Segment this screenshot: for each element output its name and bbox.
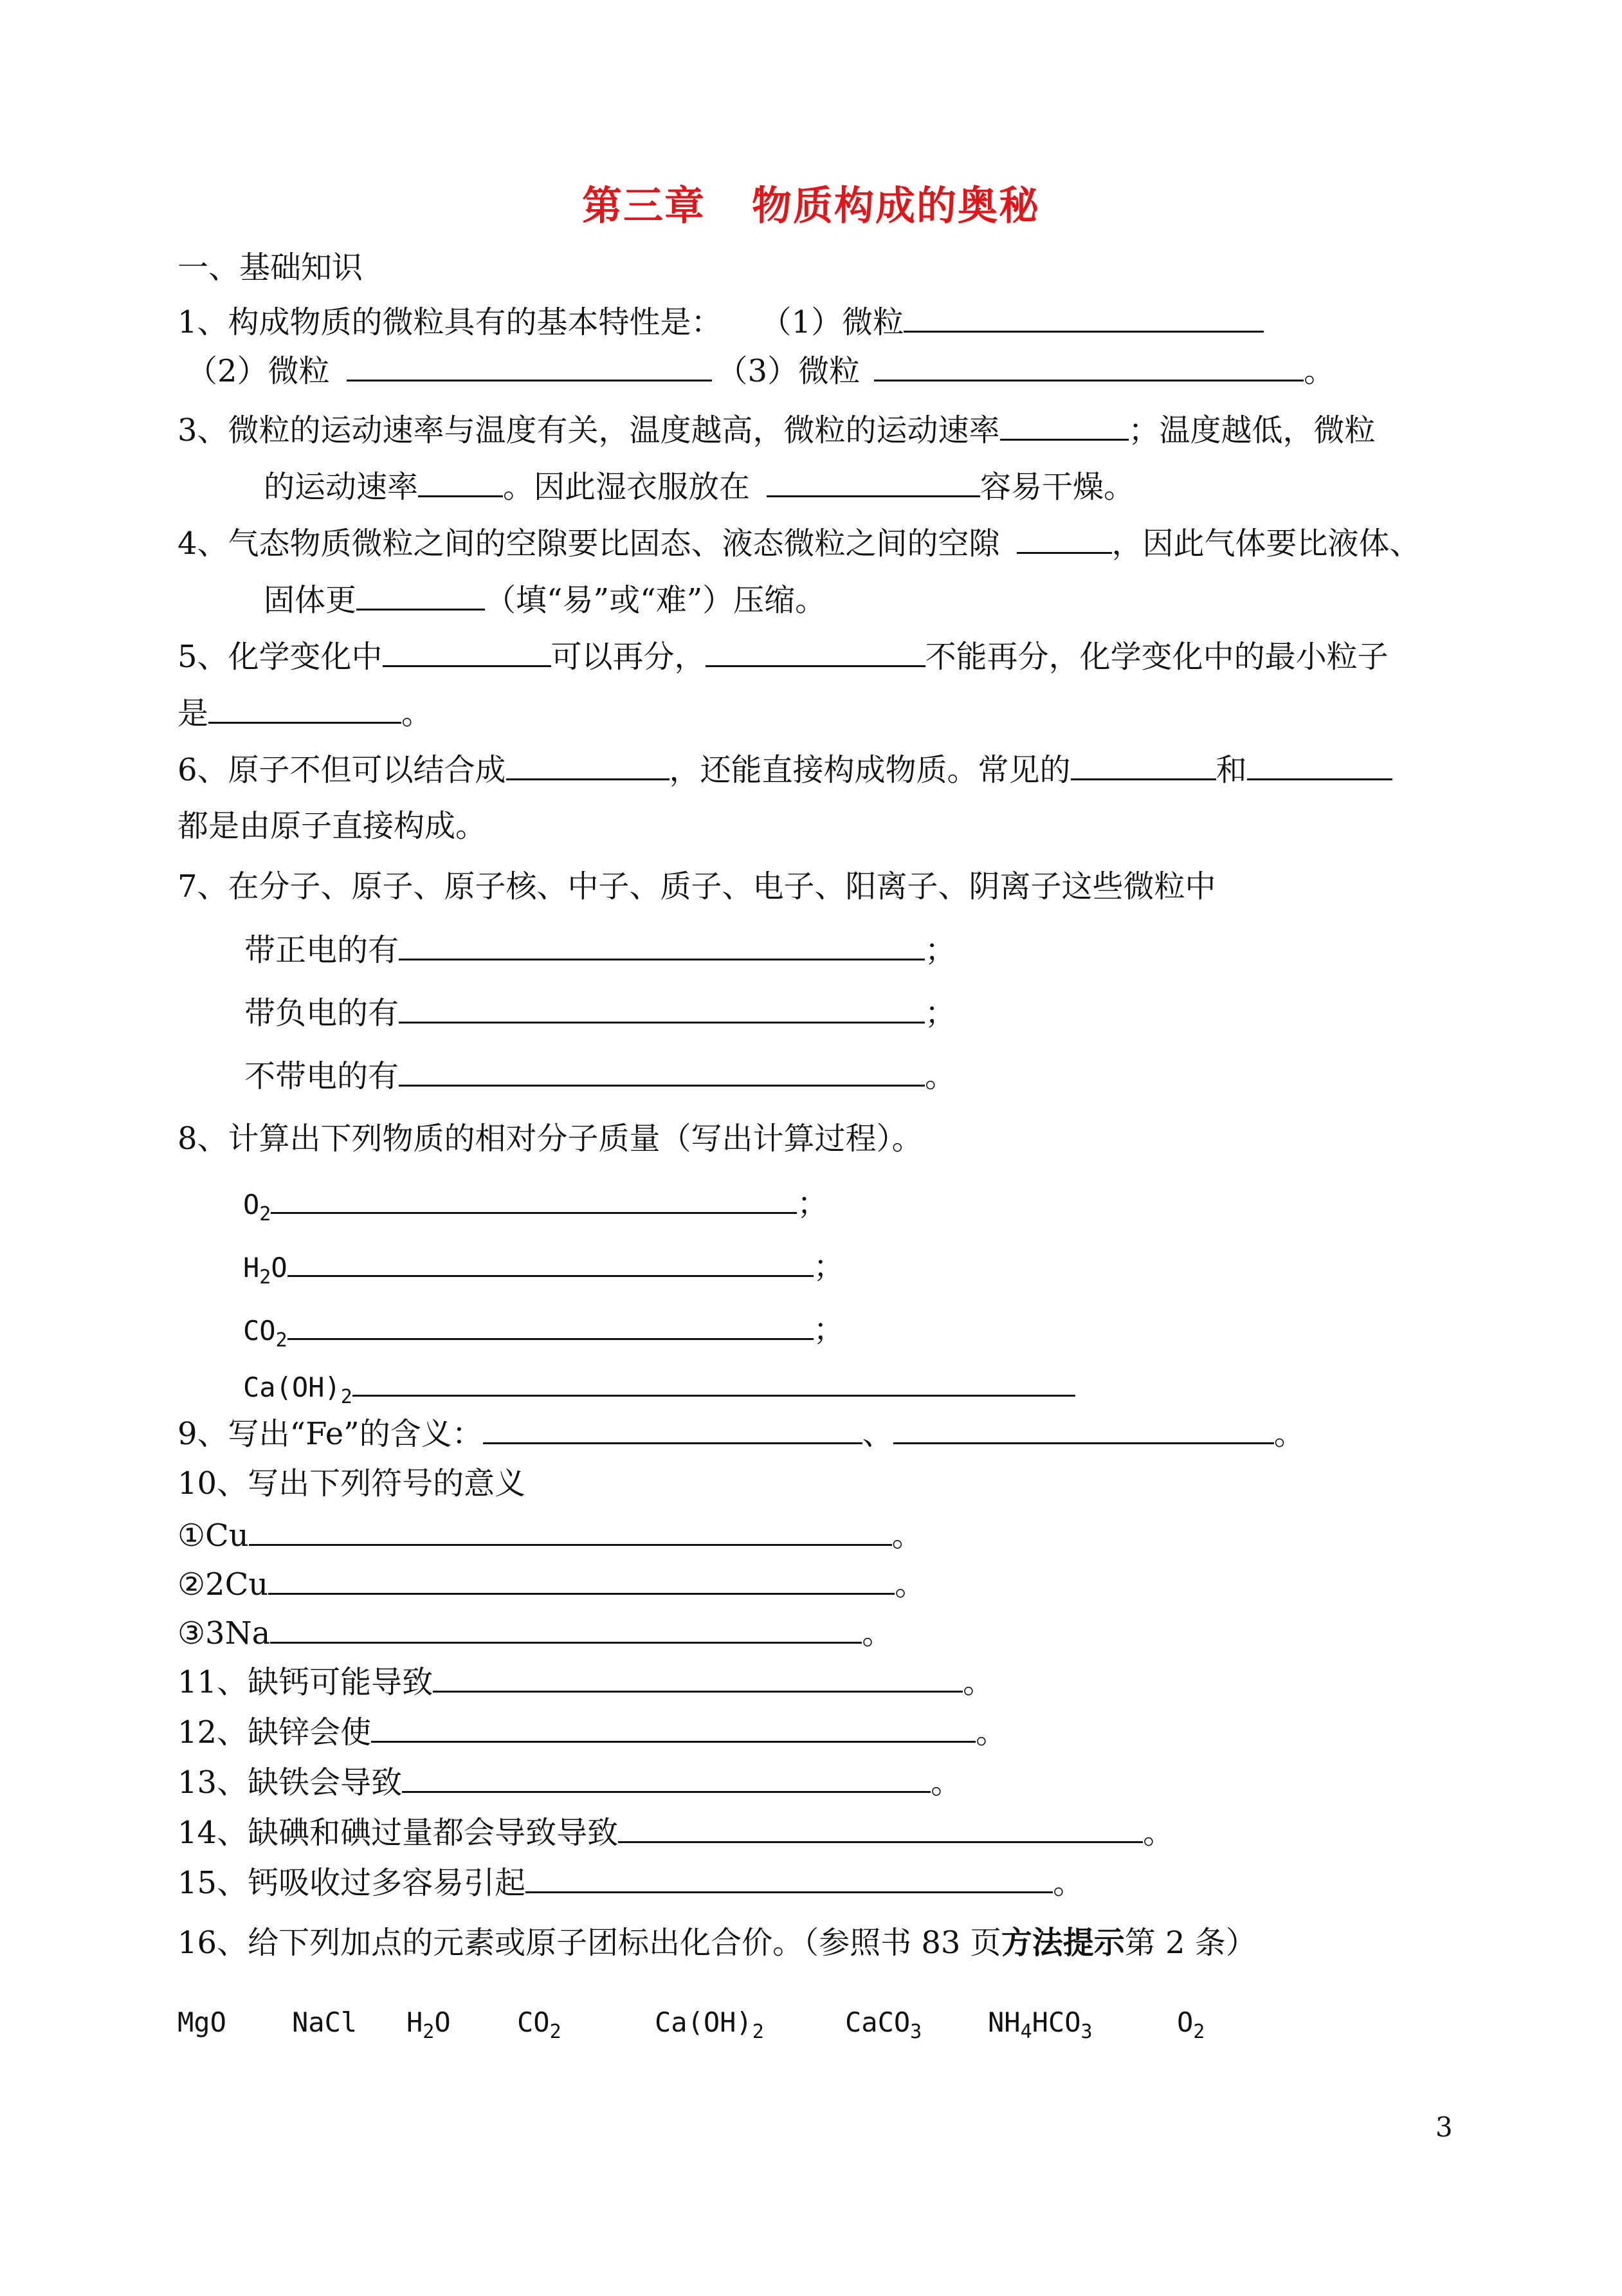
question-12-line: 12、缺锌会使 。 — [178, 1713, 1007, 1751]
question-6-line-2: 都是由原子直接构成。 — [178, 808, 487, 844]
question-13-line: 13、缺铁会导致 。 — [178, 1763, 961, 1801]
answer-blank[interactable] — [418, 467, 503, 497]
question-3-line-2: 的运动速率 。因此湿衣服放在 容易干燥。 — [264, 467, 1134, 506]
answer-blank[interactable] — [618, 1813, 1143, 1843]
answer-blank[interactable] — [706, 637, 925, 667]
answer-blank[interactable] — [1000, 410, 1129, 441]
answer-blank[interactable] — [399, 993, 925, 1024]
question-5-line-2: 是 。 — [178, 693, 432, 732]
page-number: 3 — [1435, 2111, 1453, 2143]
question-7-positive: 带正电的有 ； — [244, 930, 956, 969]
answer-blank[interactable] — [399, 930, 925, 960]
answer-blank[interactable] — [270, 1613, 862, 1644]
question-4-line-2: 固体更 （填“易”或“难”）压缩。 — [264, 580, 826, 619]
question-11-line: 11、缺钙可能导致 。 — [178, 1662, 994, 1701]
answer-blank[interactable] — [383, 637, 551, 667]
answer-blank[interactable] — [506, 750, 670, 780]
formula-nacl[interactable]: NaCl — [292, 2007, 358, 2038]
formula-co2-line: $CO_2$ ； — [243, 1310, 844, 1348]
answer-blank[interactable] — [268, 1565, 895, 1595]
section-heading: 一、基础知识 — [178, 250, 363, 286]
question-10-line: 10、写出下列符号的意义 — [178, 1465, 526, 1502]
question-1-line-2: （2）微粒 （3）微粒 。 — [187, 351, 1335, 390]
question-9-line: 9、写出“Fe”的含义： 、 。 — [178, 1414, 1305, 1453]
answer-blank[interactable] — [371, 1713, 976, 1743]
formula-h2o[interactable]: $H_2O$ — [406, 2007, 451, 2043]
answer-blank[interactable] — [893, 1414, 1274, 1444]
formula-caoh2-line: $Ca(OH)_2$ — [243, 1366, 1075, 1405]
question-10-item-1: ①Cu 。 — [178, 1516, 923, 1554]
formula-o2-line: $O_2$ ； — [243, 1184, 828, 1222]
answer-blank[interactable] — [767, 467, 980, 497]
answer-blank[interactable] — [1017, 524, 1112, 554]
question-3-line-1: 3、微粒的运动速率与温度有关，温度越高，微粒的运动速率 ；温度越低，微粒 — [178, 410, 1376, 449]
formula-h2o-line: $H_2O$ ； — [243, 1247, 844, 1285]
question-10-item-2: ②2Cu 。 — [178, 1565, 925, 1603]
answer-blank[interactable] — [402, 1763, 931, 1793]
question-16-line: 16、给下列加点的元素或原子团标出化合价。（参照书 83 页方法提示第 2 条） — [178, 1925, 1257, 1961]
question-7-neutral: 不带电的有 。 — [244, 1056, 956, 1095]
formula-caco3[interactable]: CaCO$_3$ — [845, 2007, 922, 2043]
formula-mgo[interactable]: MgO — [178, 2007, 226, 2038]
answer-blank[interactable] — [399, 1056, 925, 1087]
answer-blank[interactable] — [904, 302, 1264, 333]
answer-blank[interactable] — [483, 1414, 862, 1444]
question-5-line-1: 5、化学变化中 可以再分， 不能再分，化学变化中的最小粒子 — [178, 637, 1389, 675]
question-15-line: 15、钙吸收过多容易引起 。 — [178, 1863, 1084, 1902]
question-14-line: 14、缺碘和碘过量都会导致导致 。 — [178, 1813, 1174, 1851]
formula-co2[interactable]: $CO_2$ — [517, 2007, 561, 2043]
answer-blank[interactable] — [525, 1863, 1053, 1893]
question-1-line-1: 1、构成物质的微粒具有的基本特性是： （1）微粒 — [178, 302, 1264, 341]
answer-blank[interactable] — [1071, 750, 1216, 780]
answer-blank[interactable] — [249, 1516, 892, 1546]
answer-blank[interactable] — [271, 1184, 797, 1214]
answer-blank[interactable] — [352, 1366, 1075, 1397]
answer-blank[interactable] — [287, 1310, 814, 1340]
answer-blank[interactable] — [208, 693, 401, 724]
question-10-item-3: ③3Na 。 — [178, 1613, 893, 1652]
formula-o2[interactable]: $O_2$ — [1177, 2007, 1205, 2043]
answer-blank[interactable] — [1247, 750, 1392, 780]
question-7-negative: 带负电的有 ； — [244, 993, 956, 1032]
answer-blank[interactable] — [287, 1247, 814, 1277]
question-4-line-1: 4、气态物质微粒之间的空隙要比固态、液态微粒之间的空隙 ，因此气体要比液体、 — [178, 524, 1421, 562]
page-title: 第三章 物质构成的奥秘 — [581, 182, 1041, 229]
question-6-line-1: 6、原子不但可以结合成 ，还能直接构成物质。常见的 和 — [178, 750, 1392, 789]
answer-blank[interactable] — [347, 351, 712, 381]
question-7-line-1: 7、在分子、原子、原子核、中子、质子、电子、阳离子、阴离子这些微粒中 — [178, 868, 1216, 905]
answer-blank[interactable] — [874, 351, 1304, 381]
formula-caoh2[interactable]: $Ca(OH)_2$ — [655, 2007, 764, 2043]
formula-nh4hco3[interactable]: $NH_4HCO_3$ — [988, 2007, 1093, 2043]
answer-blank[interactable] — [433, 1662, 963, 1693]
question-8-line-1: 8、计算出下列物质的相对分子质量（写出计算过程）。 — [178, 1121, 923, 1157]
answer-blank[interactable] — [356, 580, 485, 611]
